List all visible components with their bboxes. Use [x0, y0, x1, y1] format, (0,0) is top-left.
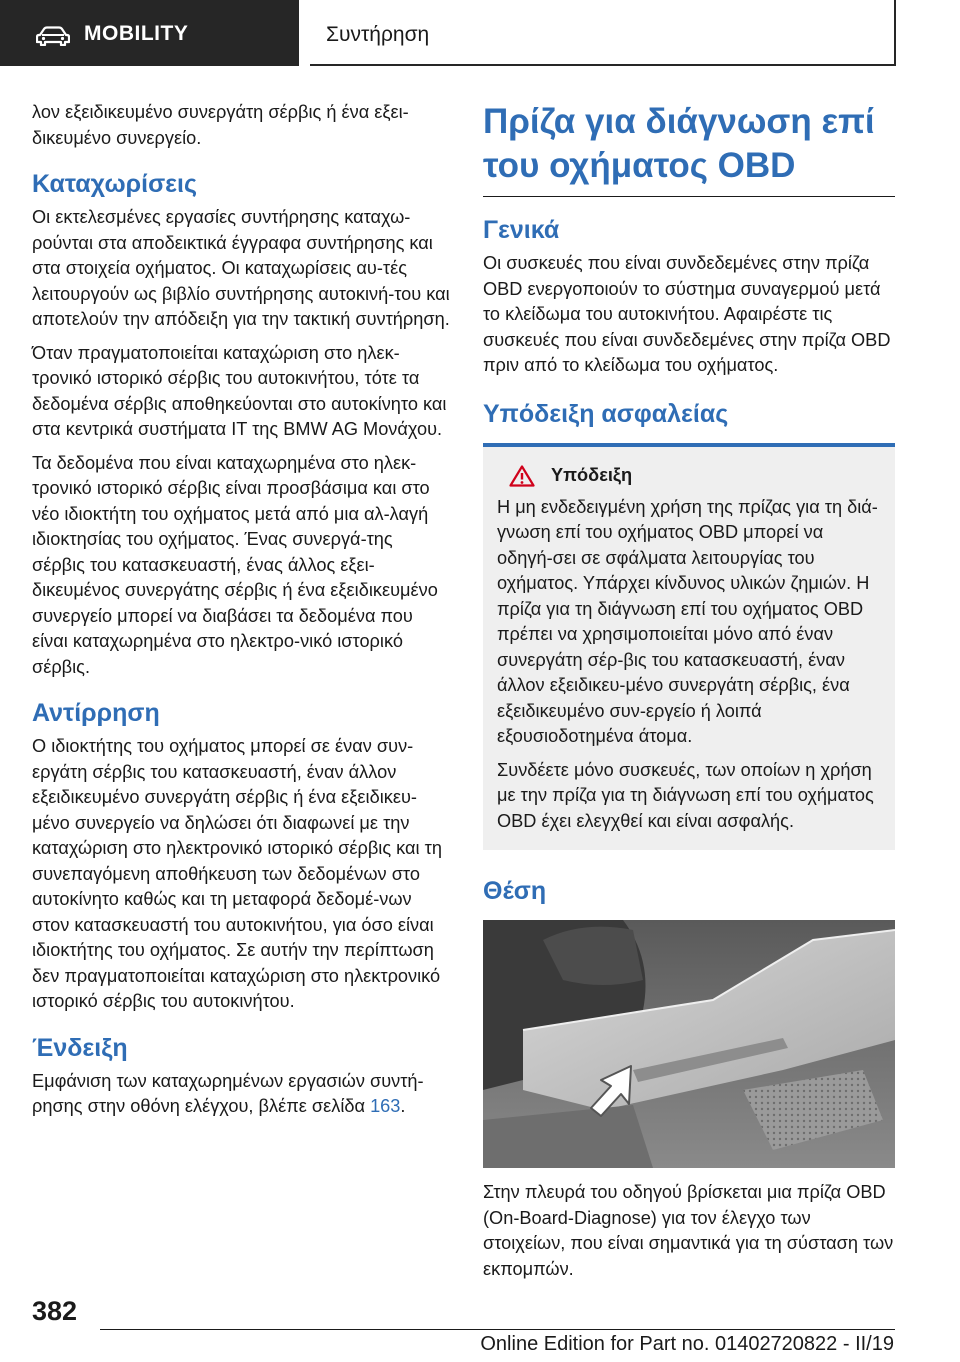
records-paragraph-3: Τα δεδομένα που είναι καταχωρημένα στο ηλεκ-τρονικό ιστορικό σέρβις είναι προσβάσιμα και στο νέο ιδιοκτήτη του οχήματος μετά από μια αλ-λαγή ιδιοκτησίας του οχήματος. Ένας συνεργά-της σέρβις του κατασκευαστή, ένας άλλος εξει-δικευμένος συνεργάτης σέρβις ή ένα εξειδικευμένο συνεργείο μπορεί να διαβάσει τα δεδομένα που είναι καταχωρημένα στο ηλεκτρο-νικό ιστορικό σέρβις.: [32, 452, 438, 677]
chapter-title: Συντήρηση: [326, 23, 430, 46]
heading-position: Θέση: [483, 877, 547, 905]
warning-box: [483, 447, 895, 851]
warning-header: [497, 465, 881, 487]
display-paragraph: [32, 1069, 450, 1120]
heading-safety: Υπόδειξη ασφαλείας: [483, 399, 729, 428]
warning-text-2: Συνδέετε μόνο συσκευές, των οποίων η χρήση με την πρίζα για τη διάγνωση επί του οχήματος OBD έχει ελεγχθεί και είναι ασφαλής.: [497, 759, 874, 831]
obd-socket-photo: [483, 920, 895, 1168]
position-paragraph: Στην πλευρά του οδηγού βρίσκεται μια πρίζα OBD (On-Board-Diagnose) για τον έλεγχο των στοιχείων, που είναι σημαντικά για τη σύσταση των εκπομπών.: [483, 1182, 894, 1279]
heading-records: Καταχωρίσεις: [32, 170, 197, 198]
section-header: [0, 0, 299, 66]
intro-paragraph: λον εξειδικευμένο συνεργάτη σέρβις ή ένα εξει-δικευμένο συνεργείο.: [32, 102, 409, 148]
obd-title: Πρίζα για διάγνωση επί του οχήματος OBD: [483, 100, 895, 197]
section-label: MOBILITY: [84, 22, 189, 45]
display-text-end: .: [400, 1096, 406, 1116]
left-column: [32, 100, 450, 1128]
warning-text-1: Η μη ενδεδειγμένη χρήση της πρίζας για τη διά-γνωση επί του οχήματος OBD μπορεί να οδηγή-σει σε σφάλματα λειτουργίας του οχήματος. Υπάρχει κίνδυνος υλικών ζημιών. Η πρίζα για τη διάγνωση επί του οχήματος OBD πρέπει να χρησιμοποιείται μόνο από έναν συνεργάτη σέρ-βις του κατασκευαστή, έναν άλλον εξειδικευ-μένο συνεργάτη σέρβις, ένα εξειδικευμένο συν-εργείο ή λοιπά εξουσιοδοτημένα άτομα.: [497, 496, 878, 746]
objection-paragraph: Ο ιδιοκτήτης του οχήματος μπορεί σε έναν συν-εργάτη σέρβις του κατασκευαστή, έναν άλλον εξειδικευμένο συνεργάτη σέρβις ή ένα εξειδικευ-μένο συνεργείο να δηλώσει ότι διαφωνεί με την καταχώριση στο ηλεκτρονικό ιστορικό σέρβις και τη συνεπαγόμενη αποθήκευση των δεδομένων στο αυτοκίνητο καθώς και τη μεταφορά δεδομέ-νων στον κατασκευαστή του αυτοκινήτου, για όσο είναι ιδιοκτήτης του οχήματος. Σε αυτήν την περίπτωση δεν πραγματοποιείται καταχώριση στο ηλεκτρονικό ιστορικό σέρβις του αυτοκινήτου.: [32, 736, 442, 1011]
footer-rule: [100, 1329, 895, 1330]
right-column: [483, 100, 895, 1290]
records-paragraph-1: Οι εκτελεσμένες εργασίες συντήρησης καταχω-ρούνται στα αποδεικτικά έγγραφα συντήρησης και στα στοιχεία οχήματος. Οι καταχωρίσεις αυ-τές λειτουργούν ως βιβλίο συντήρησης αυτοκινή-του και αποτελούν την απόδειξη για την τακτική συντήρηση.: [32, 207, 450, 329]
display-text: Εμφάνιση των καταχωρημένων εργασιών συντή-ρησης στην οθόνη ελέγχου, βλέπε σελίδα: [32, 1070, 424, 1116]
heading-general: Γενικά: [483, 216, 560, 244]
car-icon: [36, 26, 70, 46]
edition-note: Online Edition for Part no. 01402720822 - II/19: [480, 1333, 894, 1355]
heading-display: Ένδειξη: [32, 1033, 128, 1062]
chapter-header: [310, 0, 896, 66]
records-paragraph-2: Όταν πραγματοποιείται καταχώριση στο ηλεκ-τρονικό ιστορικό σέρβις του αυτοκινήτου, τότε τα δεδομένα σέρβις αποθηκεύονται στο αυτοκίνητο και στα κεντρικά συστήματα IT της BMW AG Μονάχου.: [32, 342, 447, 439]
warning-triangle-icon: [509, 465, 535, 487]
general-paragraph: Οι συσκευές που είναι συνδεδεμένες στην πρίζα OBD ενεργοποιούν το σύστημα συναγερμού μετά το κλείδωμα του αυτοκινήτου. Αφαιρέστε τις συσκευές που είναι συνδεδεμένες στην πρίζα OBD πριν από το κλείδωμα του οχήματος.: [483, 253, 891, 375]
page-number: 382: [32, 1296, 78, 1326]
heading-objection: Αντίρρηση: [32, 699, 160, 727]
page-reference-link[interactable]: 163: [370, 1096, 401, 1116]
warning-title: Υπόδειξη: [551, 465, 633, 485]
